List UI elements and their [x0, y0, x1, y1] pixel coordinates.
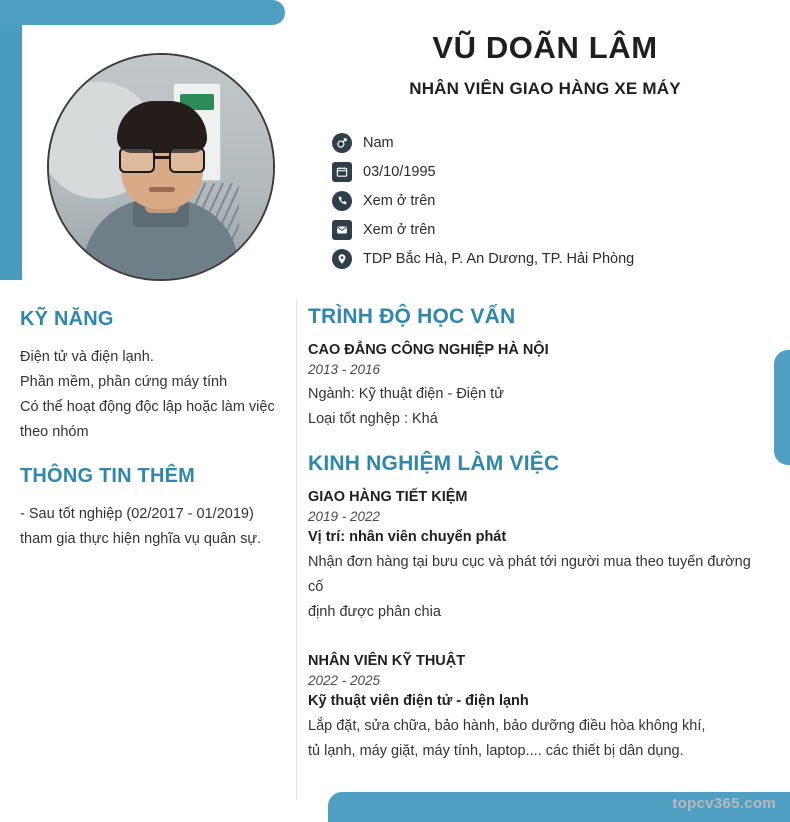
experience-detail: Nhận đơn hàng tại bưu cục và phát tới người mua theo tuyến đường cố [308, 554, 751, 595]
experience-detail: định được phân chia [308, 604, 441, 620]
contact-list [332, 128, 772, 273]
avatar-glasses [119, 147, 205, 169]
contact-item-phone [332, 186, 772, 215]
phone-icon [332, 191, 352, 211]
experience-entry [308, 489, 768, 625]
section-additional-info [20, 465, 282, 552]
contact-text-birthday: 03/10/1995 [363, 163, 436, 180]
experience-position: Vị trí: nhân viên chuyển phát [308, 529, 507, 545]
candidate-name: VŨ DOÃN LÂM [432, 30, 658, 65]
resume-header [0, 0, 790, 292]
candidate-job-title: NHÂN VIÊN GIAO HÀNG XE MÁY [409, 79, 681, 98]
experience-company: NHÂN VIÊN KỸ THUẬT [308, 653, 466, 669]
experience-entry [308, 653, 768, 764]
avatar-image [49, 55, 273, 279]
contact-item-email [332, 215, 772, 244]
left-column [20, 308, 282, 572]
experience-company: GIAO HÀNG TIẾT KIỆM [308, 489, 468, 505]
avatar-hair [117, 101, 207, 153]
education-detail: Loại tốt nghệp : Khá [308, 411, 438, 427]
avatar-mouth [149, 187, 175, 192]
calendar-icon [332, 162, 352, 182]
decoration-right-strip [774, 350, 790, 465]
right-column [308, 305, 768, 784]
section-education [308, 305, 768, 432]
education-entry [308, 342, 768, 432]
column-divider [296, 300, 297, 800]
entry-spacer [308, 639, 768, 653]
contact-text-phone: Xem ở trên [363, 192, 436, 209]
experience-date: 2022 - 2025 [308, 673, 381, 688]
skills-line: Phần mềm, phần cứng máy tính [20, 374, 228, 390]
experience-detail: tủ lạnh, máy giặt, máy tính, laptop.... các thiết bị dân dụng. [308, 743, 684, 759]
contact-text-address: TDP Bắc Hà, P. An Dương, TP. Hải Phòng [363, 250, 635, 267]
skills-line: theo nhóm [20, 424, 89, 440]
email-icon [332, 220, 352, 240]
contact-item-address [332, 244, 772, 273]
experience-detail: Lắp đặt, sửa chữa, bảo hành, bảo dưỡng điều hòa không khí, [308, 718, 706, 734]
skills-line: Điện tử và điện lạnh. [20, 349, 154, 365]
location-icon [332, 249, 352, 269]
contact-text-email: Xem ở trên [363, 221, 436, 238]
section-title-experience: KINH NGHIỆM LÀM VIỆC [308, 452, 560, 475]
section-title-additional-info: THÔNG TIN THÊM [20, 465, 196, 487]
section-skills [20, 308, 282, 445]
education-date: 2013 - 2016 [308, 362, 381, 377]
additional-info-line: tham gia thực hiện nghĩa vụ quân sự. [20, 531, 262, 547]
contact-item-birthday [332, 157, 772, 186]
skills-line: Có thể hoạt động độc lập hoặc làm việc [20, 399, 275, 415]
experience-date: 2019 - 2022 [308, 509, 381, 524]
gender-icon [332, 133, 352, 153]
experience-position: Kỹ thuật viên điện tử - điện lạnh [308, 693, 529, 709]
section-title-skills: KỸ NĂNG [20, 308, 114, 330]
contact-item-gender [332, 128, 772, 157]
section-title-education: TRÌNH ĐỘ HỌC VẤN [308, 305, 516, 328]
avatar [47, 53, 275, 281]
glasses-lens-left [119, 147, 155, 173]
education-school: CAO ĐẲNG CÔNG NGHIỆP HÀ NỘI [308, 342, 549, 358]
glasses-lens-right [169, 147, 205, 173]
watermark: topcv365.com [672, 795, 776, 812]
additional-info-line: - Sau tốt nghiệp (02/2017 - 01/2019) [20, 506, 254, 522]
contact-text-gender: Nam [363, 134, 394, 151]
education-detail: Ngành: Kỹ thuật điện - Điện tử [308, 386, 504, 402]
section-experience [308, 452, 768, 764]
